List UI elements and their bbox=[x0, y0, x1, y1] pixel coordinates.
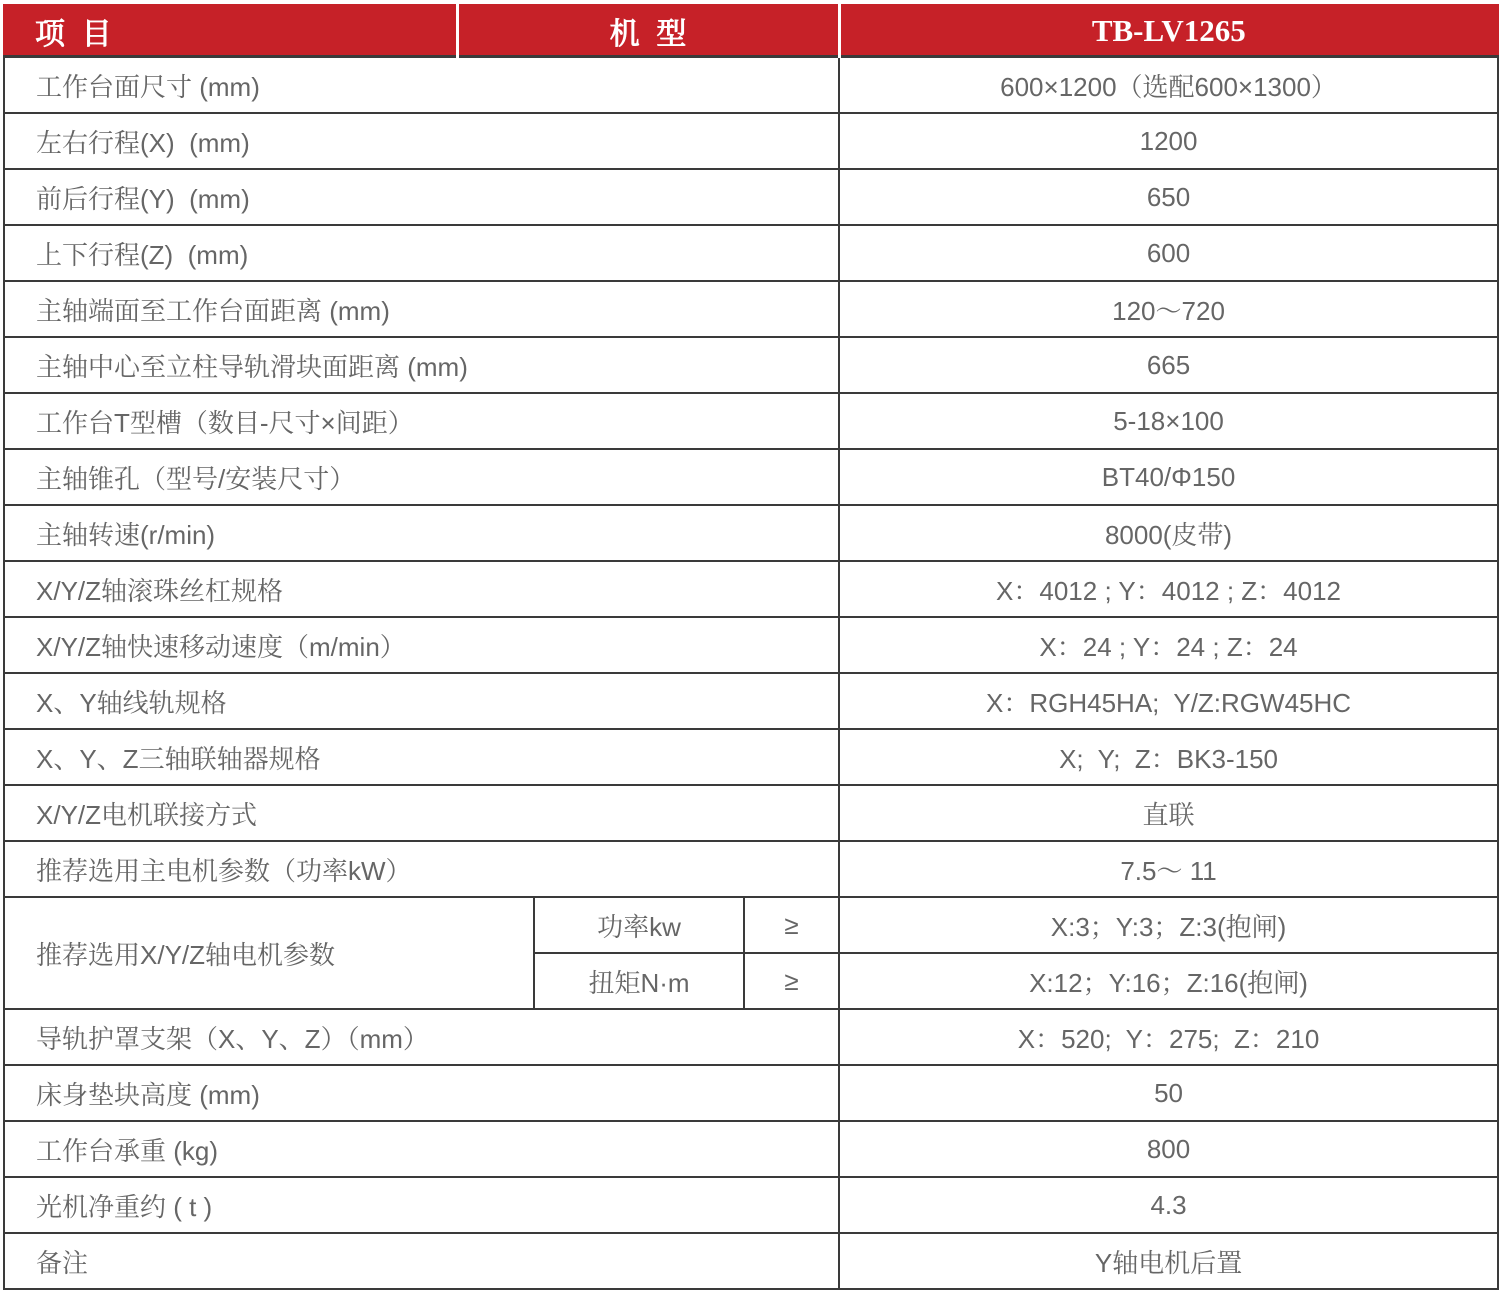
spec-label: 主轴中心至立柱导轨滑块面距离 (mm) bbox=[4, 337, 839, 393]
header-row bbox=[4, 5, 1498, 57]
spec-label: X/Y/Z轴滚珠丝杠规格 bbox=[4, 561, 839, 617]
spec-value: 直联 bbox=[839, 785, 1498, 841]
table-row bbox=[4, 729, 1498, 785]
spec-label: 主轴端面至工作台面距离 (mm) bbox=[4, 281, 839, 337]
table-row bbox=[4, 281, 1498, 337]
spec-value: X：24 ; Y：24 ; Z：24 bbox=[839, 617, 1498, 673]
spec-label: 上下行程(Z) (mm) bbox=[4, 225, 839, 281]
spec-label: X、Y轴线轨规格 bbox=[4, 673, 839, 729]
spec-value: 600×1200（选配600×1300） bbox=[839, 57, 1498, 114]
spec-table-header bbox=[4, 5, 1498, 57]
spec-label: 推荐选用X/Y/Z轴电机参数 bbox=[4, 897, 534, 1009]
spec-label: 光机净重约 ( t ) bbox=[4, 1177, 839, 1233]
header-model: 机 型 bbox=[457, 5, 839, 57]
table-row bbox=[4, 57, 1498, 114]
spec-value: 1200 bbox=[839, 113, 1498, 169]
header-model-value: TB-LV1265 bbox=[839, 5, 1498, 57]
spec-value: 4.3 bbox=[839, 1177, 1498, 1233]
spec-label: 工作台承重 (kg) bbox=[4, 1121, 839, 1177]
table-row bbox=[4, 393, 1498, 449]
gte-symbol: ≥ bbox=[744, 897, 839, 953]
spec-label: X、Y、Z三轴联轴器规格 bbox=[4, 729, 839, 785]
spec-table-container bbox=[3, 4, 1497, 1290]
spec-label: 前后行程(Y) (mm) bbox=[4, 169, 839, 225]
table-row bbox=[4, 1065, 1498, 1121]
spec-label: 推荐选用主电机参数（功率kW） bbox=[4, 841, 839, 897]
table-row bbox=[4, 1121, 1498, 1177]
spec-label: X/Y/Z轴快速移动速度（m/min） bbox=[4, 617, 839, 673]
spec-label: 主轴转速(r/min) bbox=[4, 505, 839, 561]
table-row bbox=[4, 1009, 1498, 1065]
table-row bbox=[4, 561, 1498, 617]
spec-value: 800 bbox=[839, 1121, 1498, 1177]
spec-value: 50 bbox=[839, 1065, 1498, 1121]
spec-label: 工作台T型槽（数目-尺寸×间距） bbox=[4, 393, 839, 449]
table-row bbox=[4, 169, 1498, 225]
spec-label: 左右行程(X) (mm) bbox=[4, 113, 839, 169]
spec-value: X:3；Y:3；Z:3(抱闸) bbox=[839, 897, 1498, 953]
spec-value: X：4012 ; Y：4012 ; Z：4012 bbox=[839, 561, 1498, 617]
spec-value: 7.5～ 11 bbox=[839, 841, 1498, 897]
table-row bbox=[4, 449, 1498, 505]
table-row bbox=[4, 1177, 1498, 1233]
spec-label: 工作台面尺寸 (mm) bbox=[4, 57, 839, 114]
spec-subparam: 扭矩N·m bbox=[534, 953, 744, 1009]
table-row bbox=[4, 505, 1498, 561]
spec-value: X; Y; Z：BK3-150 bbox=[839, 729, 1498, 785]
spec-value: 8000(皮带) bbox=[839, 505, 1498, 561]
spec-value: 600 bbox=[839, 225, 1498, 281]
table-row bbox=[4, 617, 1498, 673]
table-row bbox=[4, 225, 1498, 281]
spec-label: 备注 bbox=[4, 1233, 839, 1289]
spec-value: 650 bbox=[839, 169, 1498, 225]
spec-subparam: 功率kw bbox=[534, 897, 744, 953]
gte-symbol: ≥ bbox=[744, 953, 839, 1009]
header-item: 项 目 bbox=[4, 5, 457, 57]
spec-value: X：520; Y：275; Z：210 bbox=[839, 1009, 1498, 1065]
table-row bbox=[4, 673, 1498, 729]
spec-value: BT40/Φ150 bbox=[839, 449, 1498, 505]
spec-value: 5-18×100 bbox=[839, 393, 1498, 449]
spec-value: X：RGH45HA; Y/Z:RGW45HC bbox=[839, 673, 1498, 729]
spec-value: Y轴电机后置 bbox=[839, 1233, 1498, 1289]
table-row bbox=[4, 113, 1498, 169]
spec-label: 导轨护罩支架（X、Y、Z）（mm） bbox=[4, 1009, 839, 1065]
table-row bbox=[4, 841, 1498, 897]
spec-value: X:12；Y:16；Z:16(抱闸) bbox=[839, 953, 1498, 1009]
spec-label: 床身垫块高度 (mm) bbox=[4, 1065, 839, 1121]
table-row bbox=[4, 337, 1498, 393]
spec-label: X/Y/Z电机联接方式 bbox=[4, 785, 839, 841]
spec-value: 120～720 bbox=[839, 281, 1498, 337]
table-row bbox=[4, 785, 1498, 841]
spec-label: 主轴锥孔（型号/安装尺寸） bbox=[4, 449, 839, 505]
table-row bbox=[4, 1233, 1498, 1289]
table-row-motor-power bbox=[4, 897, 1498, 953]
spec-table bbox=[3, 4, 1499, 1290]
spec-value: 665 bbox=[839, 337, 1498, 393]
